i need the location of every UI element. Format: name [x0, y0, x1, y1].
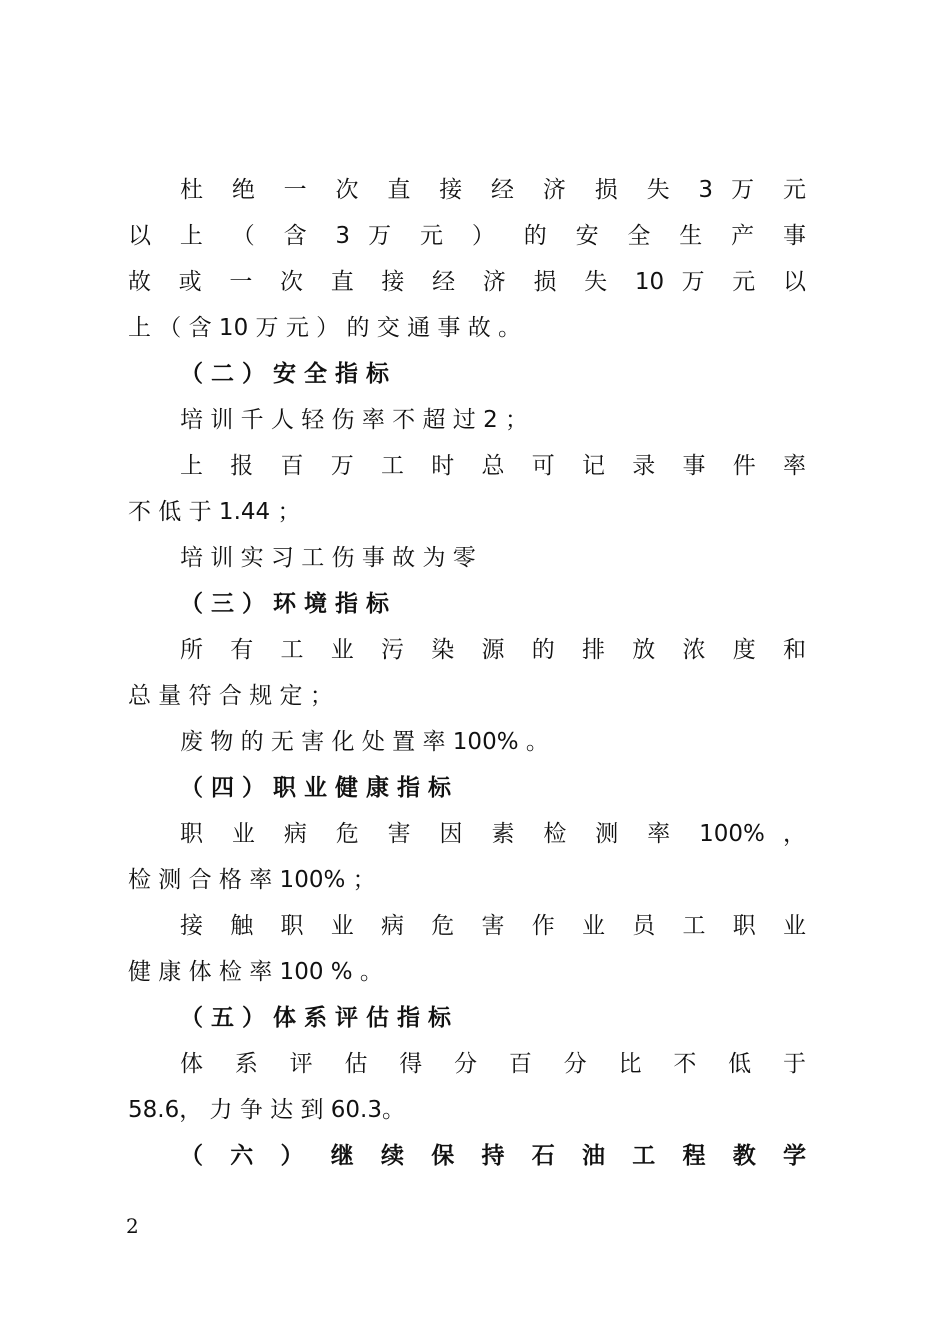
- paragraph-line: 废 物 的 无 害 化 处 置 率 100% 。: [180, 729, 549, 755]
- paragraph-line: 故 或 一 次 直 接 经 济 损 失 10 万 元 以: [128, 269, 806, 295]
- paragraph-line: 杜 绝 一 次 直 接 经 济 损 失 3 万 元: [180, 177, 806, 203]
- paragraph-line: 上 报 百 万 工 时 总 可 记 录 事 件 率: [180, 453, 806, 479]
- paragraph-line: 上 （ 含 10 万 元 ） 的 交 通 事 故 。: [128, 315, 521, 341]
- paragraph-line: 健 康 体 检 率 100 % 。: [128, 959, 383, 985]
- paragraph-line: 接 触 职 业 病 危 害 作 业 员 工 职 业: [180, 913, 806, 939]
- paragraph-line: 以 上 （ 含 3 万 元 ） 的 安 全 生 产 事: [128, 223, 806, 249]
- paragraph-line: 不 低 于 1.44 ；: [128, 499, 301, 525]
- page-number: 2: [126, 1214, 139, 1238]
- paragraph-line: 培 训 实 习 工 伤 事 故 为 零: [180, 545, 476, 571]
- paragraph-line: 培 训 千 人 轻 伤 率 不 超 过 2 ；: [180, 407, 529, 433]
- section-heading: （ 四 ） 职 业 健 康 指 标: [180, 775, 452, 801]
- paragraph-line: 检 测 合 格 率 100% ；: [128, 867, 376, 893]
- paragraph-line: 58.6， 力 争 达 到 60.3。: [128, 1097, 405, 1123]
- section-heading: （ 二 ） 安 全 指 标: [180, 361, 390, 387]
- section-heading: （ 六 ） 继 续 保 持 石 油 工 程 教 学: [180, 1143, 806, 1169]
- section-heading: （ 五 ） 体 系 评 估 指 标: [180, 1005, 452, 1031]
- paragraph-line: 职 业 病 危 害 因 素 检 测 率 100% ，: [180, 821, 806, 847]
- paragraph-line: 体 系 评 估 得 分 百 分 比 不 低 于: [180, 1051, 806, 1077]
- paragraph-line: 总 量 符 合 规 定 ；: [128, 683, 333, 709]
- section-heading: （ 三 ） 环 境 指 标: [180, 591, 390, 617]
- paragraph-line: 所 有 工 业 污 染 源 的 排 放 浓 度 和: [180, 637, 806, 663]
